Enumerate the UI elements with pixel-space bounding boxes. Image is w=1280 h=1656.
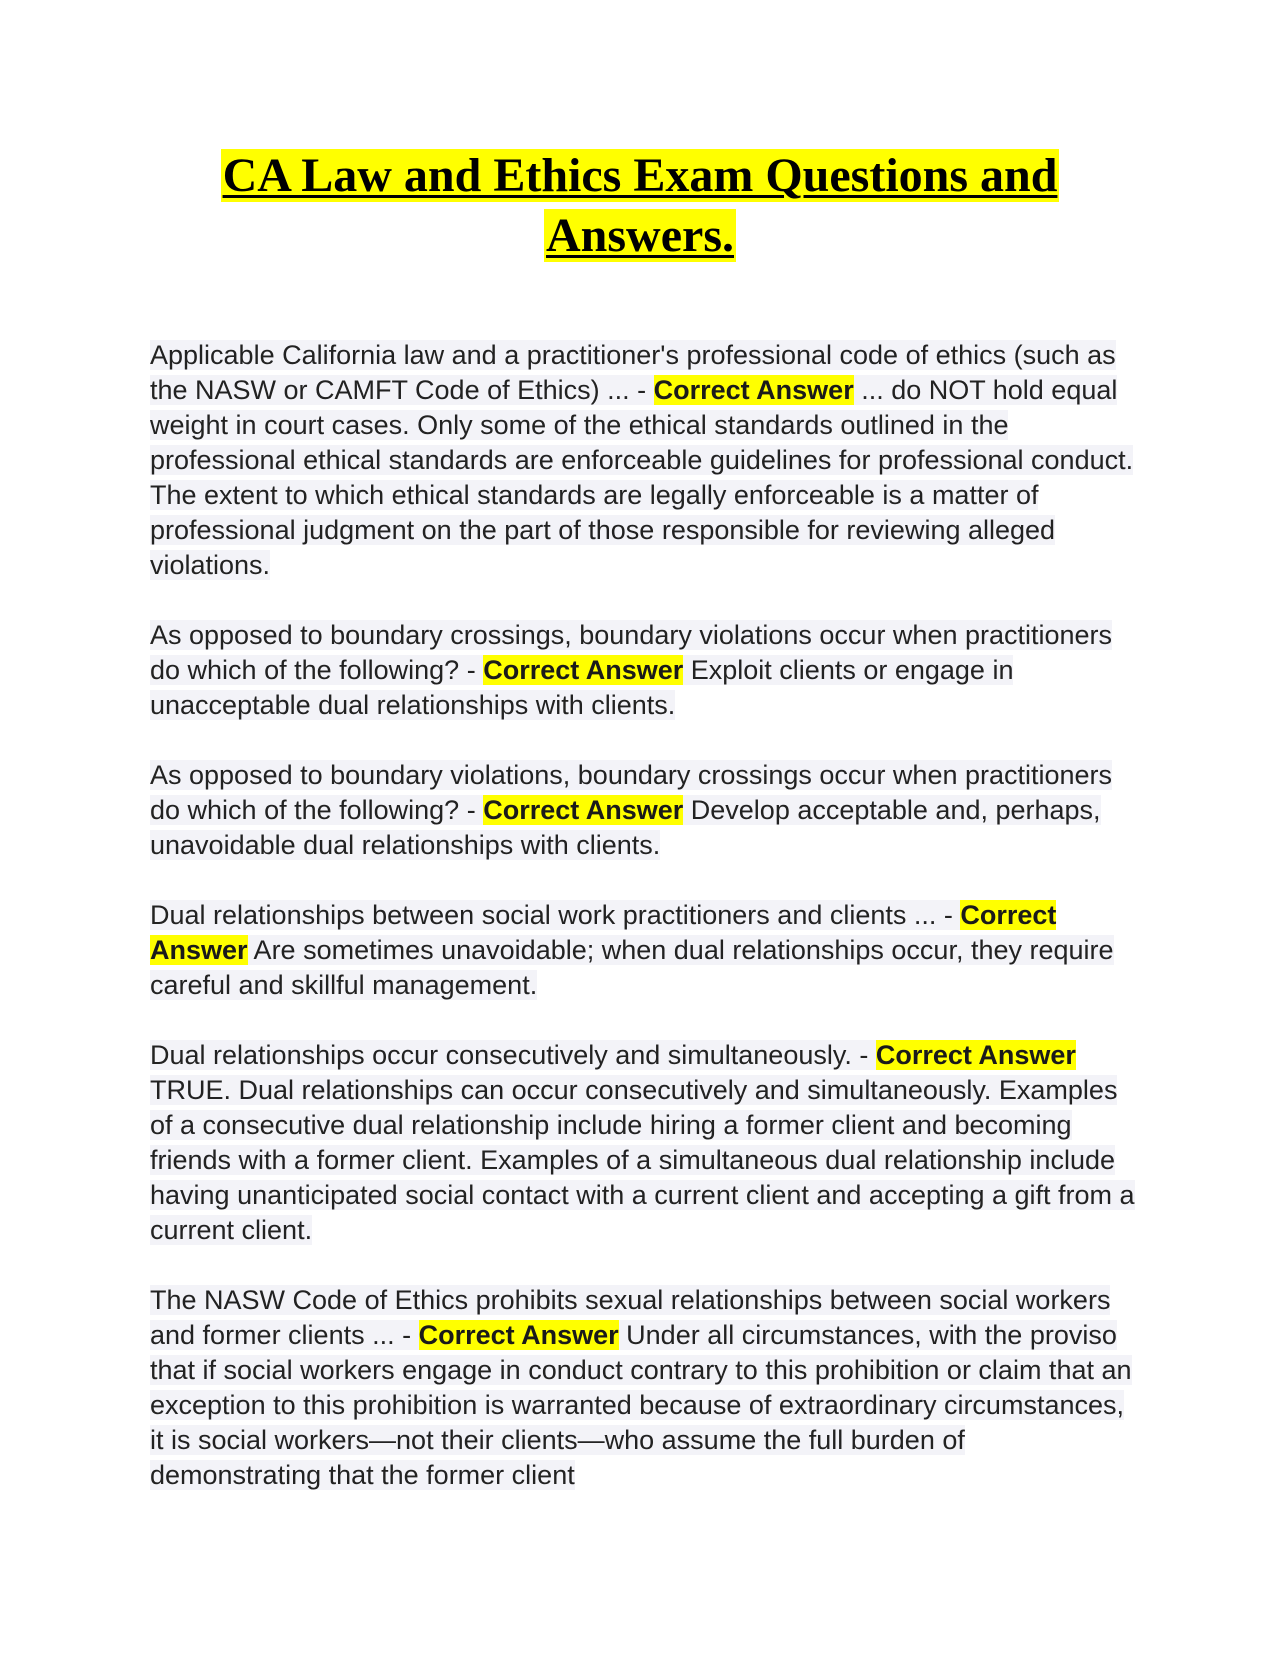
correct-answer-label: Correct Answer — [483, 795, 684, 825]
correct-answer-label: Correct Answer — [653, 375, 854, 405]
correct-answer-label: Correct Answer — [418, 1320, 619, 1350]
question-text: As opposed to boundary violations, boundary crossings occur when practitioners do which of the following? - — [150, 760, 1113, 825]
question-text: Dual relationships between social work practitioners and clients ... - — [150, 900, 961, 930]
answer-text: Are sometimes unavoidable; when dual relationships occur, they require careful and skillful management. — [150, 935, 1114, 1000]
qa-item-6 — [150, 1283, 1140, 1493]
question-text: Applicable California law and a practitioner's professional code of ethics (such as the NASW or CAMFT Code of Ethics) ... - — [150, 340, 1116, 405]
question-text: As opposed to boundary crossings, boundary violations occur when practitioners do which of the following? - — [150, 620, 1113, 685]
correct-answer-label: Correct Answer — [483, 655, 684, 685]
qa-item-4 — [150, 898, 1140, 1003]
title-line-1 — [150, 146, 1130, 206]
qa-item-2 — [150, 618, 1140, 723]
title-line-2-text: Answers. — [546, 209, 734, 262]
correct-answer-label: Correct Answer — [150, 900, 1057, 965]
answer-text: Develop acceptable and, perhaps, unavoidable dual relationships with clients. — [150, 795, 1101, 860]
answer-text: TRUE. Dual relationships can occur consecutively and simultaneously. Examples of a consecutive dual relationship include hiring a former client and becoming friends with a former client. Examples of a simultaneous dual relationship include having unanticipated social contact with a current client and accepting a gift from a current client. — [150, 1075, 1135, 1245]
qa-item-5 — [150, 1038, 1140, 1248]
answer-text: ... do NOT hold equal weight in court cases. Only some of the ethical standards outlined in the professional ethical standards are enforceable guidelines for professional conduct. The extent to which ethical standards are legally enforceable is a matter of professional judgment on the part of those responsible for reviewing alleged violations. — [150, 375, 1134, 580]
correct-answer-label: Correct Answer — [875, 1040, 1076, 1070]
answer-text: Exploit clients or engage in unacceptable dual relationships with clients. — [150, 655, 1014, 720]
title-line-1-text: CA Law and Ethics Exam Questions and — [222, 149, 1058, 202]
question-text: The NASW Code of Ethics prohibits sexual relationships between social workers and former clients ... - — [150, 1285, 1111, 1350]
qa-item-1 — [150, 338, 1140, 583]
page-title — [150, 146, 1130, 266]
title-line-2 — [150, 206, 1130, 266]
qa-item-3 — [150, 758, 1140, 863]
answer-text: Under all circumstances, with the proviso that if social workers engage in conduct contrary to this prohibition or claim that an exception to this prohibition is warranted because of extraordinary circumstances, it is social workers—not their clients—who assume the full burden of demonstrating that the former client — [150, 1320, 1132, 1490]
question-text: Dual relationships occur consecutively and simultaneously. - — [150, 1040, 876, 1070]
qa-list — [150, 338, 1140, 1528]
